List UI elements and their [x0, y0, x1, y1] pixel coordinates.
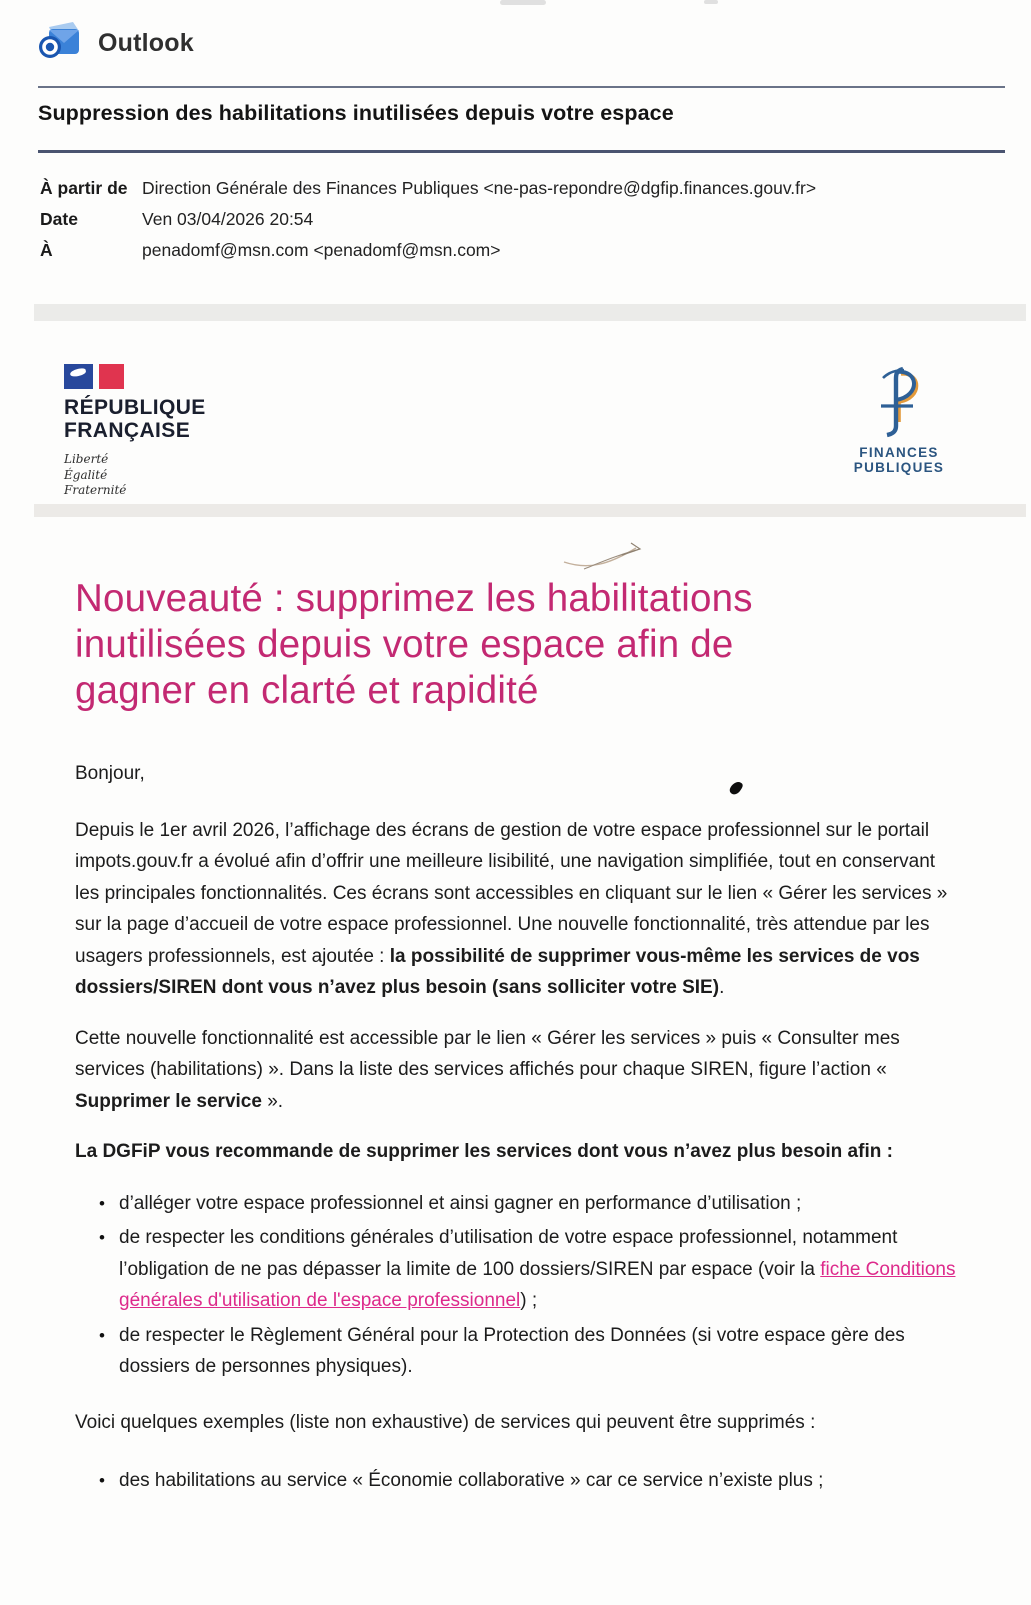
divider-top: [38, 86, 1005, 88]
outlook-brand: [38, 20, 194, 67]
rf-name-line1: RÉPUBLIQUE: [64, 396, 206, 419]
list-item: [99, 1222, 959, 1317]
meta-date-label: Date: [40, 209, 78, 229]
meta-to-label: À: [40, 240, 53, 260]
headline-line3: gagner en clarté et rapidité: [75, 669, 539, 712]
cgu-link[interactable]: fiche Conditions générales d'utilisation de l'espace professionnel: [119, 1258, 956, 1311]
motto-egalite: Égalité: [64, 467, 108, 482]
p2-regular: Cette nouvelle fonctionnalité est accessible par le lien « Gérer les services » puis « Consulter mes services (habilitations) ». Dans la liste des services affichés pour chaque SIREN, figure l’action «: [75, 1027, 900, 1080]
reasons-list: [75, 1188, 959, 1383]
scan-band-bottom: [34, 504, 1026, 517]
reason-cgu-after: ) ;: [520, 1290, 538, 1311]
reason-rgpd: de respecter le Règlement Général pour la Protection des Données (si votre espace gère des dossiers de personnes physiques).: [119, 1324, 905, 1377]
email-subject: Suppression des habilitations inutilisées depuis votre espace: [38, 101, 674, 125]
meta-date-value: Ven 03/04/2026 20:54: [142, 209, 314, 229]
paragraph-intro: [75, 815, 959, 1004]
reason-cgu-before: de respecter les conditions générales d’utilisation de votre espace professionnel, notamment l’obligation de ne pas dépasser la limite de 100 dossiers/SIREN par espace (voir la: [119, 1227, 898, 1280]
outlook-icon: [38, 20, 82, 67]
finances-publiques-logo: [818, 366, 980, 475]
paragraph-access: [75, 1023, 959, 1118]
p1-regular: Depuis le 1er avril 2026, l’affichage des écrans de gestion de votre espace professionnel sur le portail impots.gouv.fr a évolué afin d’offrir une meilleure lisibilité, une navigation simplifiée, tout en conservant les principales fonctionnalités. Ces écrans sont accessibles en cliquant sur le lien « Gérer les services » sur la page d’accueil de votre espace professionnel. Une nouvelle fonctionnalité, très attendue par les usagers professionnels, est ajoutée :: [75, 819, 948, 967]
meta-to-value: penadomf@msn.com <penadomf@msn.com>: [142, 240, 501, 260]
pen-squiggle-artifact: [562, 540, 644, 575]
examples-list: [75, 1465, 959, 1497]
fp-label: FINANCES PUBLIQUES: [853, 445, 945, 475]
headline-line1: Nouveauté : supprimez les habilitations: [75, 577, 753, 620]
meta-from-label: À partir de: [40, 178, 128, 198]
p2-end: ».: [261, 1090, 284, 1112]
scan-artifact: [704, 0, 718, 4]
rf-name-line2: FRANÇAISE: [64, 419, 191, 442]
motto-fraternite: Fraternité: [64, 483, 127, 497]
email-body: [75, 576, 959, 1497]
headline-line2: inutilisées depuis votre espace afin de: [75, 623, 734, 666]
scan-band-top: [34, 304, 1026, 321]
paragraph-examples: Voici quelques exemples (liste non exhaustive) de services qui peuvent être supprimés :: [75, 1411, 816, 1433]
list-item: [99, 1320, 959, 1383]
email-headline: [75, 576, 959, 714]
french-flag-icon: [64, 364, 206, 389]
motto-liberte: Liberté: [64, 452, 109, 466]
meta-from-value: Direction Générale des Finances Publiques <ne-pas-repondre@dgfip.finances.gouv.fr>: [142, 178, 817, 198]
list-item: [99, 1465, 959, 1497]
outlook-wordmark: Outlook: [98, 29, 194, 57]
greeting: Bonjour,: [75, 763, 145, 784]
example-economie-collaborative: des habilitations au service « Économie collaborative » car ce service n’existe plus ;: [119, 1470, 824, 1491]
fp-monogram-icon: [871, 425, 927, 442]
paragraph-recommendation: La DGFiP vous recommande de supprimer les services dont vous n’avez plus besoin afin :: [75, 1141, 893, 1162]
list-item: [99, 1188, 959, 1220]
p1-end: .: [719, 977, 725, 998]
divider-subject: [38, 150, 1005, 153]
p2-bold: Supprimer le service: [75, 1090, 262, 1112]
reason-performance: d’alléger votre espace professionnel et ainsi gagner en performance d’utilisation ;: [119, 1192, 802, 1214]
email-metadata: [40, 176, 980, 262]
scan-artifact: [500, 0, 546, 5]
republique-francaise-logo: [64, 364, 206, 499]
p1-bold: la possibilité de supprimer vous-même les services de vos dossiers/SIREN dont vous n’avez plus besoin (sans solliciter votre SIE): [75, 945, 920, 998]
rf-motto: [64, 452, 206, 499]
